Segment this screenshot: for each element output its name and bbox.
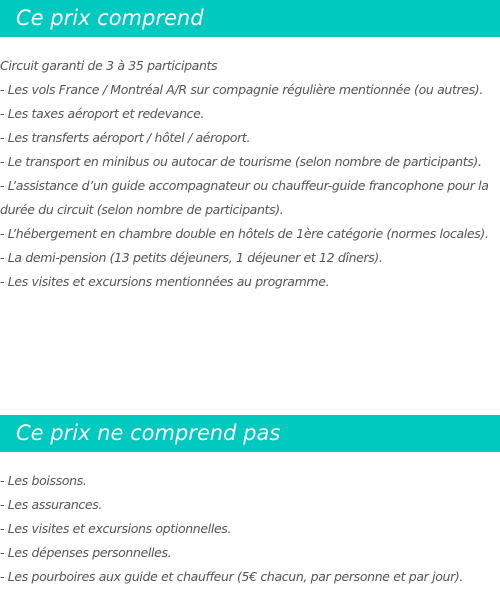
list-item: - Les visites et excursions optionnelles. <box>0 521 232 536</box>
price-includes-list <box>0 54 500 294</box>
price-excludes-list <box>0 469 500 589</box>
price-includes-heading: Ce prix comprend <box>0 0 500 37</box>
list-item: - Les transferts aéroport / hôtel / aéroport. <box>0 130 251 145</box>
list-item: - La demi-pension (13 petits déjeuners, 1 déjeuner et 12 dîners). <box>0 250 383 265</box>
list-item: - Les vols France / Montréal A/R sur compagnie régulière mentionnée (ou autres). <box>0 82 483 97</box>
list-item: - Les pourboires aux guide et chauffeur (5€ chacun, par personne et par jour). <box>0 569 464 584</box>
list-item: Circuit garanti de 3 à 35 participants <box>0 58 218 73</box>
list-item: - Le transport en minibus ou autocar de tourisme (selon nombre de participants). <box>0 154 482 169</box>
price-excludes-heading: Ce prix ne comprend pas <box>0 415 500 452</box>
list-item: - Les assurances. <box>0 497 103 512</box>
list-item: - L’hébergement en chambre double en hôtels de 1ère catégorie (normes locales). <box>0 226 489 241</box>
list-item: - Les dépenses personnelles. <box>0 545 172 560</box>
list-item: - Les boissons. <box>0 473 87 488</box>
list-item: - Les visites et excursions mentionnées au programme. <box>0 274 330 289</box>
list-item: - L’assistance d’un guide accompagnateur ou chauffeur-guide francophone pour la durée du circuit (selon nombre de participants). <box>0 178 489 217</box>
list-item: - Les taxes aéroport et redevance. <box>0 106 205 121</box>
